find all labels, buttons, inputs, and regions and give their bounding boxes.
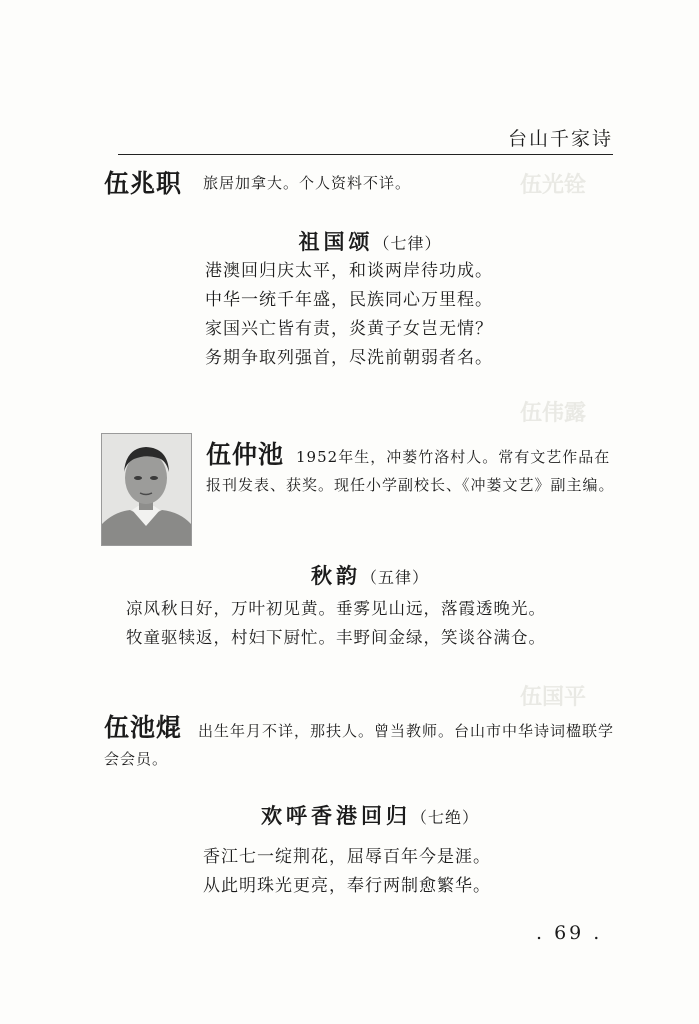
poem-line: 务期争取列强首，尽洗前朝弱者名。: [205, 348, 493, 368]
author-name: 伍池焜: [104, 713, 183, 742]
author-name: 伍兆职: [104, 169, 183, 198]
author-bio: 出生年月不详，那扶人。曾当教师。台山市中华诗词楹联学会会员。: [104, 722, 615, 768]
author-bio-block: [104, 713, 624, 773]
poem-body: [203, 843, 491, 901]
poem-body: [126, 594, 546, 652]
show-through: 伍国平: [520, 685, 587, 710]
show-through: 伍伟露: [520, 401, 587, 426]
author-bio: 1952年生，冲蒌竹洛村人。常有文艺作品在报刊发表、获奖。现任小学副校长、《冲蒌文艺》副主编。: [206, 448, 615, 494]
poem-line: 凉风秋日好，万叶初见黄。垂雾见山远，落霞透晚光。: [126, 599, 546, 618]
poem-form: （五律）: [360, 568, 429, 587]
poem-title-line: [150, 800, 590, 830]
poem-body: [205, 257, 493, 373]
poem-line: 从此明珠光更亮，奉行两制愈繁华。: [203, 876, 491, 896]
poem-title-line: [150, 560, 590, 590]
author-bio-block: [206, 440, 616, 499]
poem-title: 欢呼香港回归: [260, 804, 411, 828]
portrait-image: [102, 434, 191, 545]
poem-title: 祖国颂: [298, 230, 374, 254]
header-rule: [118, 154, 613, 155]
author-portrait: [101, 433, 192, 546]
author-bio: 旅居加拿大。个人资料不详。: [203, 174, 412, 192]
poem-line: 中华一统千年盛，民族同心万里程。: [205, 290, 493, 310]
page-number: . 69 .: [536, 922, 603, 944]
poem-line: 牧童驱犊返，村妇下厨忙。丰野间金绿，笑谈谷满仓。: [126, 628, 546, 647]
poem-line: 港澳回归庆太平，和谈两岸待功成。: [205, 261, 493, 281]
poem-form: （七律）: [373, 234, 442, 253]
poem-line: 家国兴亡皆有责，炎黄子女岂无情？: [205, 319, 493, 339]
poem-title-line: [150, 226, 590, 256]
running-header: 台山千家诗: [507, 128, 613, 150]
show-through: 伍光铨: [520, 173, 587, 198]
poem-form: （七绝）: [410, 808, 479, 827]
author-name: 伍仲池: [206, 440, 285, 469]
poem-title: 秋韵: [310, 564, 361, 588]
poem-line: 香江七一绽荆花，屈辱百年今是涯。: [203, 847, 491, 867]
